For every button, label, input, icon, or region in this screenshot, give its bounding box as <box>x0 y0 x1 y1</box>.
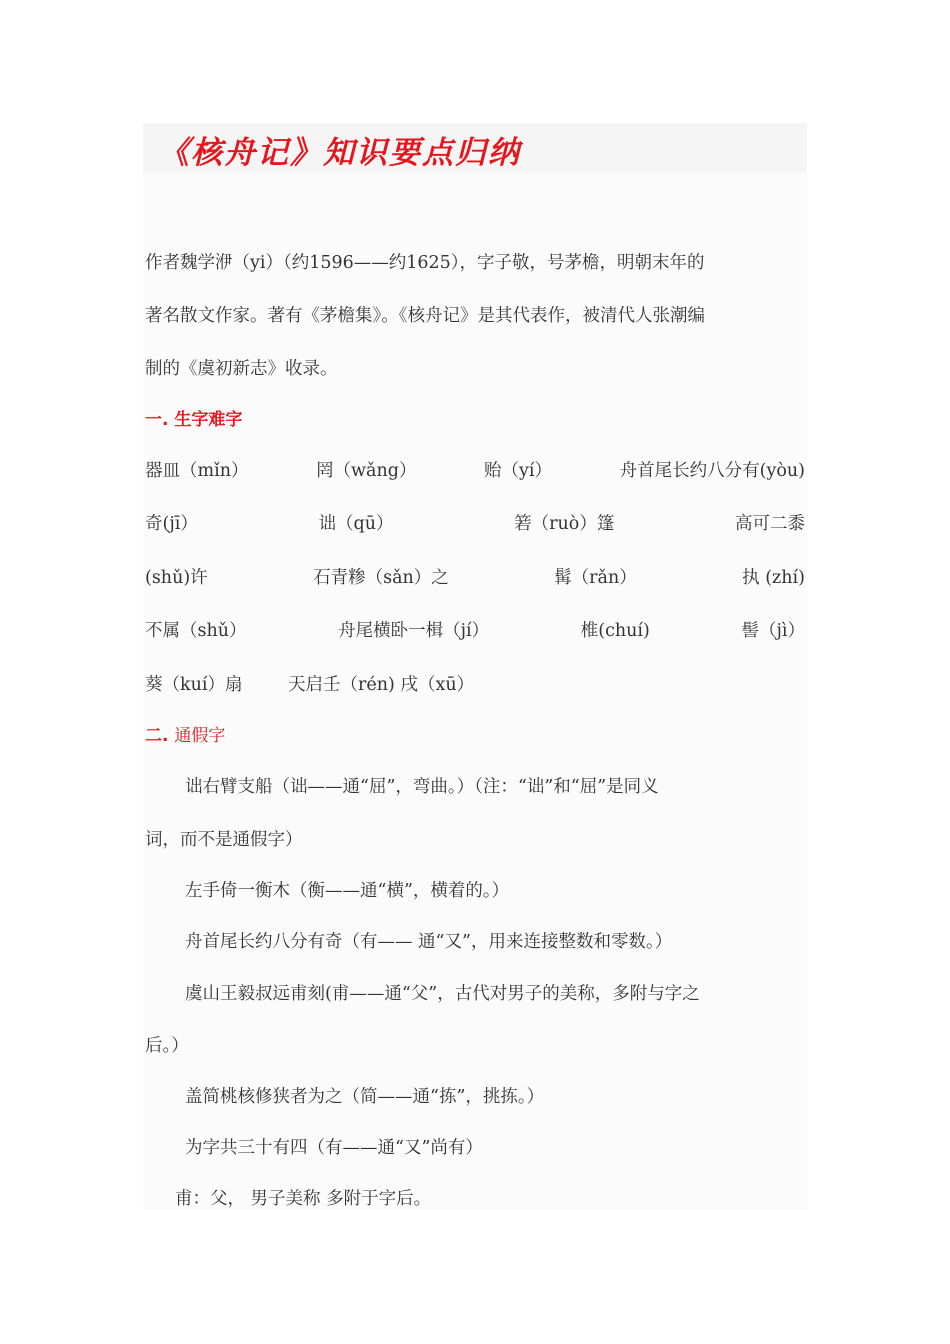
vocab-item: 髻（jì） <box>741 621 805 641</box>
vocab-item: 器皿（mǐn） <box>145 461 249 481</box>
vocab-row-2 <box>145 511 805 537</box>
intro-line-3: 制的《虞初新志》收录。 <box>145 359 338 379</box>
vocab-item: 天启壬（rén) 戌（xū） <box>288 675 475 695</box>
vocab-item: 舟首尾长约八分有(yòu) <box>619 461 805 481</box>
vocab-item: 髯（rǎn） <box>554 568 637 588</box>
tongjia-item-4-cont: 后。） <box>145 1036 189 1056</box>
section-number-2: 二. <box>145 726 169 746</box>
section-heading-1 <box>145 407 805 433</box>
vocab-item: 诎（qū） <box>318 514 394 534</box>
vocab-item: 高可二黍 <box>734 514 805 534</box>
intro-line-2: 著名散文作家。著有《茅檐集》。《核舟记》是其代表作，被清代人张潮编 <box>145 306 705 326</box>
tongjia-item-4: 虞山王毅叔远甫刻(甫——通“父”，古代对男子的美称，多附与字之 <box>185 984 700 1004</box>
tongjia-item-1-cont: 词，而不是通假字） <box>145 830 303 850</box>
vocab-item: 石青糁（sǎn）之 <box>313 568 449 588</box>
vocab-item: 不属（shǔ） <box>145 621 247 641</box>
vocab-item: 椎(chuí) <box>580 621 650 641</box>
document-title: 《核舟记》知识要点归纳 <box>158 135 521 171</box>
vocab-row-4 <box>145 618 805 644</box>
tongjia-item-5: 盖简桃核修狭者为之（简——通“拣”，挑拣。） <box>185 1087 545 1107</box>
section-title-1: 生字难字 <box>174 410 243 430</box>
tongjia-item-3: 舟首尾长约八分有奇（有—— 通“又”，用来连接整数和零数。） <box>185 932 673 952</box>
intro-line-1: 作者魏学洢（yi）（约1596——约1625），字子敬，号茅檐，明朝末年的 <box>145 253 705 273</box>
vocab-item: 罔（wǎng） <box>316 461 417 481</box>
vocab-item: 贻（yí） <box>484 461 553 481</box>
section-heading-2 <box>145 723 805 749</box>
tongjia-note: 甫：父， 男子美称 多附于字后。 <box>175 1189 432 1209</box>
vocab-row-5 <box>145 672 805 698</box>
tongjia-item-2: 左手倚一衡木（衡——通“横”，横着的。） <box>185 881 510 901</box>
section-title-2: 通假字 <box>174 726 226 746</box>
vocab-item: (shǔ)许 <box>145 568 208 588</box>
section-number-1: 一. <box>145 410 169 430</box>
vocab-item: 奇(jī） <box>145 514 198 534</box>
vocab-item: 葵（kuí）扇 <box>145 675 243 695</box>
vocab-row-1 <box>145 458 805 484</box>
tongjia-item-1: 诎右臂支船（诎——通“屈”，弯曲。）（注：“诎”和“屈”是同义 <box>185 777 659 797</box>
vocab-item: 执 (zhí) <box>742 568 805 588</box>
vocab-item: 舟尾横卧一楫（jí） <box>338 621 490 641</box>
vocab-item: 箬（ruò）篷 <box>514 514 615 534</box>
vocab-row-3 <box>145 565 805 591</box>
tongjia-item-6: 为字共三十有四（有——通“又”尚有） <box>185 1138 483 1158</box>
